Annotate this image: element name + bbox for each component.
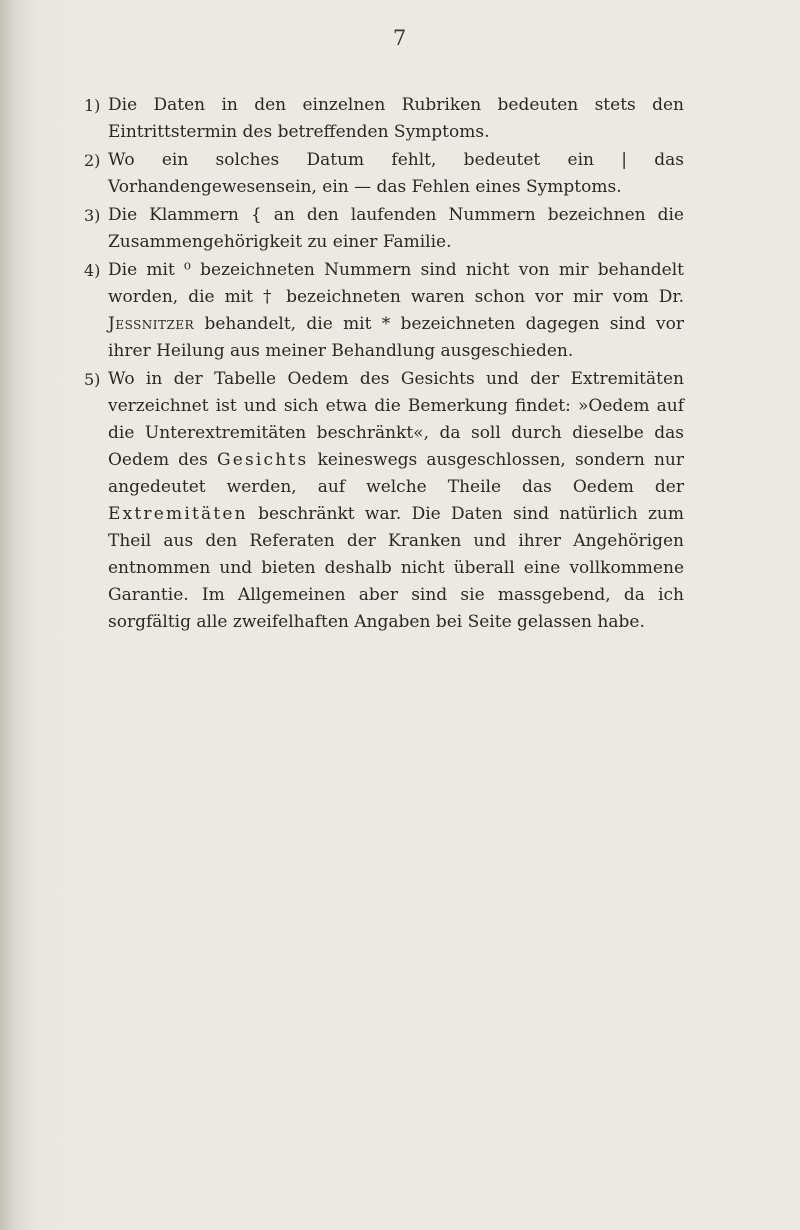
text-run: Die Daten in den einzelnen Rubriken bedeuten stets den Eintrittstermin des betreffenden Symptoms. bbox=[108, 95, 684, 142]
text-run: beschränkt war. Die Daten sind natürlich zum Theil aus den Referaten der Kranken und ihrer Angehörigen entnommen und bieten deshalb nicht überall eine vollkommene Garantie. Im Allgemeinen aber sind sie massgebend, da ich sorgfältig alle zweifelhaften Angaben bei Seite gelassen habe. bbox=[108, 504, 684, 632]
footnote-item bbox=[84, 202, 684, 256]
footnote-number: 5) bbox=[84, 370, 101, 389]
footnote-item bbox=[84, 92, 684, 146]
text-run: keineswegs ausgeschlossen, sondern nur angedeutet werden, auf welche Theile das Oedem der bbox=[108, 450, 684, 497]
footnote-list bbox=[84, 92, 684, 637]
footnote-number: 4) bbox=[84, 261, 101, 280]
footnote-text bbox=[108, 92, 684, 146]
footnote-item bbox=[84, 257, 684, 365]
text-run: behandelt, die mit * bezeichneten dagegen sind vor ihrer Heilung aus meiner Behandlung ausgeschieden. bbox=[108, 314, 684, 361]
footnote-number: 1) bbox=[84, 96, 101, 115]
footnote-number: 2) bbox=[84, 151, 101, 170]
emphasized-word: Gesichts bbox=[216, 450, 309, 470]
footnote-text bbox=[108, 366, 684, 636]
footnote-text bbox=[108, 147, 684, 201]
footnote-item bbox=[84, 366, 684, 636]
text-run: Die mit ⁰ bezeichneten Nummern sind nicht von mir behandelt worden, die mit † bezeichneten waren schon vor mir vom Dr. bbox=[108, 260, 684, 307]
text-run: Wo in der Tabelle Oedem des Gesichts und der Extremitäten verzeichnet ist und sich etwa die Bemerkung findet: »Oedem auf die Unterextremitäten beschränkt«, da soll durch dieselbe das Oedem des bbox=[108, 369, 684, 470]
text-run: Wo ein solches Datum fehlt, bedeutet ein | das Vorhandengewesensein, ein — das Fehlen eines Symptoms. bbox=[108, 150, 684, 197]
footnote-text bbox=[108, 202, 684, 256]
footnote-number: 3) bbox=[84, 206, 101, 225]
emphasized-word: Extremitäten bbox=[108, 504, 248, 524]
footnote-item bbox=[84, 147, 684, 201]
author-name: Jessnitzer bbox=[108, 314, 195, 334]
footnote-text bbox=[108, 257, 684, 365]
text-run: Die Klammern { an den laufenden Nummern bezeichnen die Zusammengehörigkeit zu einer Familie. bbox=[108, 205, 684, 252]
page-number: 7 bbox=[392, 26, 408, 50]
